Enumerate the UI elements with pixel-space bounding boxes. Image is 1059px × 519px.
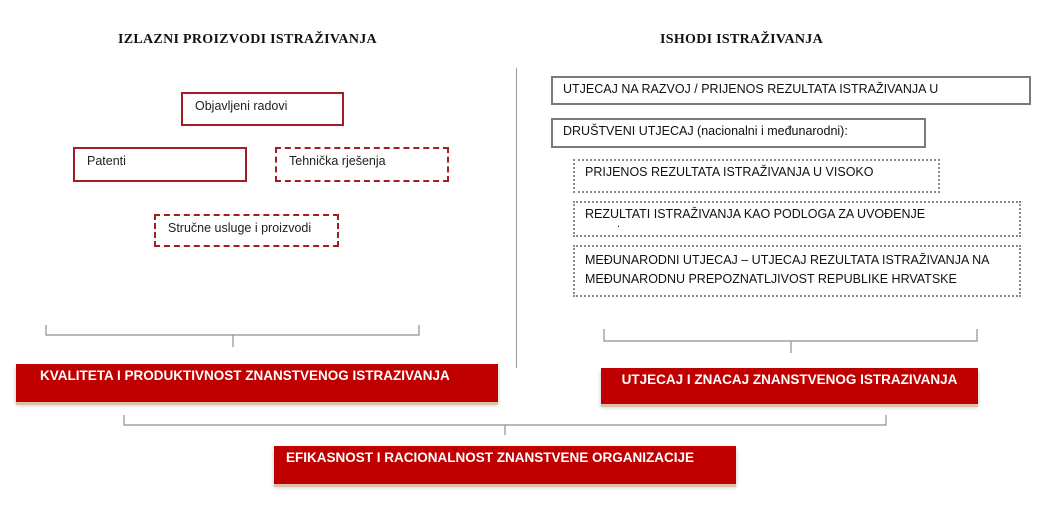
band-label: EFIKASNOST I RACIONALNOST ZNANSTVENE ORGANIZACIJE	[286, 450, 695, 465]
output-box-professional-services	[154, 214, 339, 247]
outcome-label: DRUŠTVENI UTJECAJ (nacionalni i međunarodni):	[563, 124, 848, 138]
output-label: Patenti	[87, 154, 126, 168]
band-label: KVALITETA I PRODUKTIVNOST ZNANSTVENOG ISTRAZIVANJA	[40, 368, 450, 383]
outcome-box-social-impact	[551, 118, 926, 148]
bottom-brace	[123, 413, 889, 437]
outcome-box-results-basis	[573, 201, 1021, 237]
outcome-label: PRIJENOS REZULTATA ISTRAŽIVANJA U VISOKO	[585, 165, 874, 179]
outcome-dot: .	[617, 218, 621, 230]
band-label: UTJECAJ I ZNACAJ ZNANSTVENOG ISTRAZIVANJA	[621, 372, 958, 387]
outcome-box-transfer-higher-education	[573, 159, 940, 193]
outcome-label: UTJECAJ NA RAZVOJ / PRIJENOS REZULTATA ISTRAŽIVANJA U	[563, 82, 939, 96]
output-label: Tehnička rješenja	[289, 154, 386, 168]
band-impact-significance	[601, 368, 978, 404]
left-column-heading: IZLAZNI PROIZVODI ISTRAŽIVANJA	[118, 32, 377, 47]
outcome-label-line1: MEĐUNARODNI UTJECAJ – UTJECAJ REZULTATA ISTRAŽIVANJA NA	[585, 253, 990, 267]
right-column-heading: ISHODI ISTRAŽIVANJA	[660, 32, 823, 47]
output-label: Objavljeni radovi	[195, 99, 288, 113]
right-brace	[603, 327, 980, 355]
band-quality-productivity	[16, 364, 498, 402]
output-box-patents	[73, 147, 247, 182]
left-brace	[45, 323, 422, 351]
outcome-box-international-impact	[573, 245, 1021, 297]
outcome-label-line2: MEĐUNARODNU PREPOZNATLJIVOST REPUBLIKE HRVATSKE	[585, 272, 957, 286]
outcome-label: REZULTATI ISTRAŽIVANJA KAO PODLOGA ZA UVOĐENJE	[585, 207, 926, 221]
band-efficiency-rationality	[274, 446, 736, 484]
output-box-published-papers	[181, 92, 344, 126]
output-box-technical-solutions	[275, 147, 449, 182]
outcome-box-development-impact	[551, 76, 1031, 105]
output-label: Stručne usluge i proizvodi	[168, 221, 312, 235]
column-divider	[516, 68, 517, 368]
